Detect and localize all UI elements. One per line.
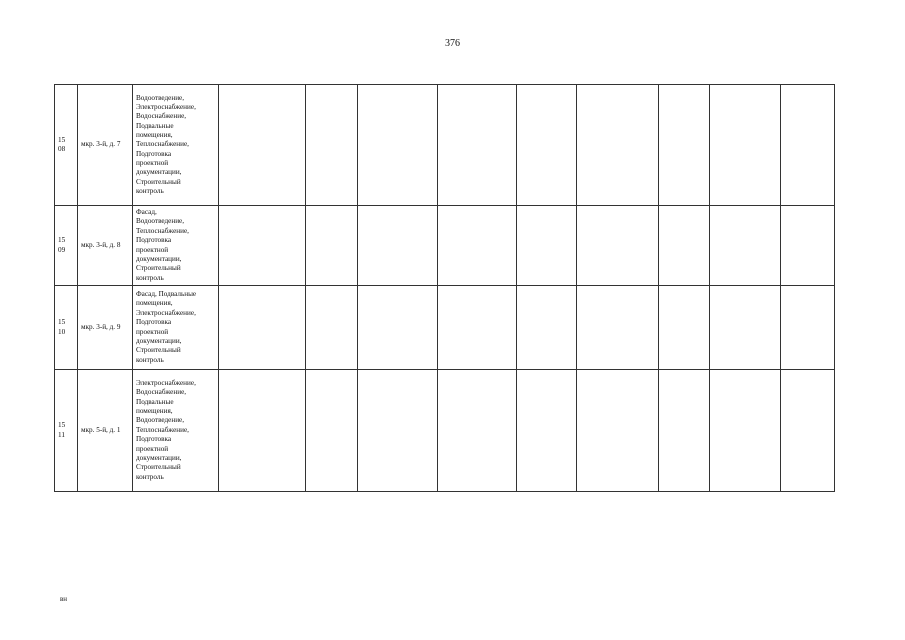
empty-cell (306, 370, 358, 492)
empty-cell (710, 370, 781, 492)
row-number: 15 10 (55, 286, 78, 370)
empty-cell (577, 286, 659, 370)
empty-cell (710, 286, 781, 370)
empty-cell (659, 286, 710, 370)
empty-cell (219, 85, 306, 206)
empty-cell (219, 206, 306, 286)
empty-cell (358, 286, 438, 370)
empty-cell (219, 370, 306, 492)
works-table (54, 84, 835, 492)
empty-cell (438, 370, 517, 492)
empty-cell (577, 206, 659, 286)
empty-cell (659, 206, 710, 286)
empty-cell (781, 370, 835, 492)
page-number: 376 (445, 38, 460, 49)
empty-cell (517, 206, 577, 286)
empty-cell (438, 206, 517, 286)
works-cell: Электроснабжение, Водоснабжение, Подвальные помещения, Водоотведение, Теплоснабжение, Подготовка проектной документации, Строительный контроль (133, 370, 219, 492)
empty-cell (306, 206, 358, 286)
empty-cell (438, 85, 517, 206)
table-row (55, 206, 835, 286)
works-cell: Водоотведение, Электроснабжение, Водоснабжение, Подвальные помещения, Теплоснабжение, Подготовка проектной документации, Строительный контроль (133, 85, 219, 206)
empty-cell (577, 370, 659, 492)
empty-cell (306, 286, 358, 370)
row-number: 15 11 (55, 370, 78, 492)
row-number: 15 09 (55, 206, 78, 286)
empty-cell (438, 286, 517, 370)
empty-cell (710, 85, 781, 206)
empty-cell (517, 85, 577, 206)
table-row (55, 370, 835, 492)
empty-cell (781, 85, 835, 206)
works-cell: Фасад, Водоотведение, Теплоснабжение, Подготовка проектной документации, Строительный контроль (133, 206, 219, 286)
empty-cell (710, 206, 781, 286)
empty-cell (358, 85, 438, 206)
empty-cell (577, 85, 659, 206)
empty-cell (517, 370, 577, 492)
empty-cell (306, 85, 358, 206)
empty-cell (781, 286, 835, 370)
empty-cell (219, 286, 306, 370)
address-cell: мкр. 3-й, д. 8 (78, 206, 133, 286)
works-cell: Фасад, Подвальные помещения, Электроснабжение, Подготовка проектной документации, Строительный контроль (133, 286, 219, 370)
empty-cell (358, 206, 438, 286)
empty-cell (358, 370, 438, 492)
empty-cell (659, 370, 710, 492)
footer-mark: вн (60, 595, 68, 603)
address-cell: мкр. 5-й, д. 1 (78, 370, 133, 492)
address-cell: мкр. 3-й, д. 7 (78, 85, 133, 206)
empty-cell (659, 85, 710, 206)
table-row (55, 286, 835, 370)
address-cell: мкр. 3-й, д. 9 (78, 286, 133, 370)
row-number: 15 08 (55, 85, 78, 206)
empty-cell (517, 286, 577, 370)
table-row (55, 85, 835, 206)
empty-cell (781, 206, 835, 286)
